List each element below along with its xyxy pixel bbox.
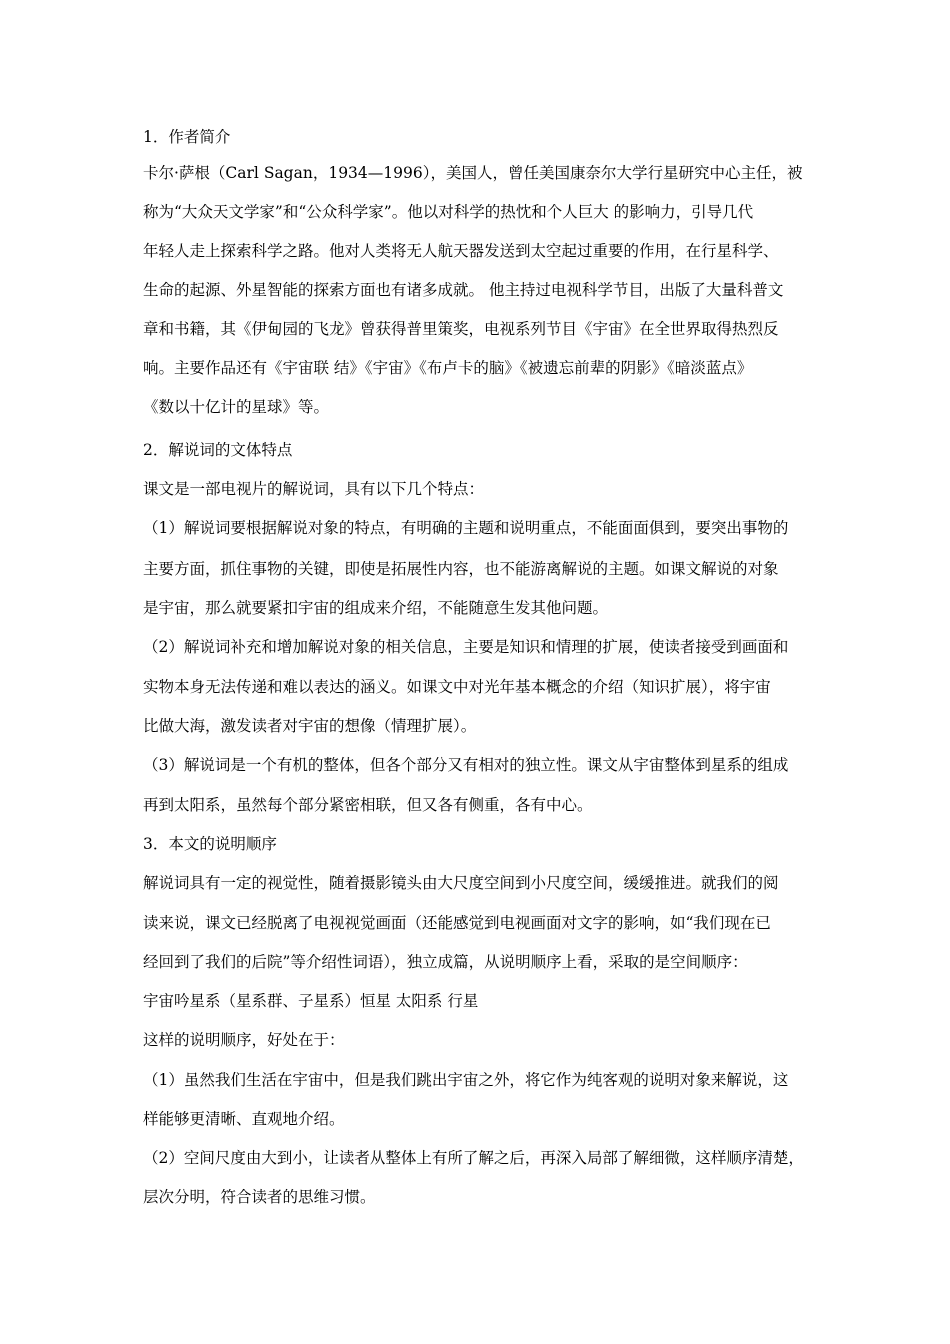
paragraph-line: 经回到了我们的后院”等介绍性词语），独立成篇，从说明顺序上看，采取的是空间顺序： [143, 953, 748, 971]
paragraph-line: 《数以十亿计的星球》等。 [143, 398, 330, 416]
paragraph-line: 解说词具有一定的视觉性，随着摄影镜头由大尺度空间到小尺度空间，缓缓推进。就我们的阅 [143, 874, 779, 892]
paragraph-line: （3）解说词是一个有机的整体，但各个部分又有相对的独立性。课文从宇宙整体到星系的组成 [143, 756, 789, 774]
paragraph-line: 这样的说明顺序，好处在于： [143, 1031, 345, 1049]
section-heading-order: 3．本文的说明顺序 [143, 835, 277, 853]
paragraph-line: 章和书籍，其《伊甸园的飞龙》曾获得普里策奖，电视系列节目《宇宙》在全世界取得热烈反 [143, 320, 779, 338]
paragraph-line: 样能够更清晰、直观地介绍。 [143, 1110, 345, 1128]
paragraph-line: 课文是一部电视片的解说词，具有以下几个特点： [143, 480, 485, 498]
paragraph-line: 年轻人走上探索科学之路。他对人类将无人航天器发送到太空起过重要的作用，在行星科学、 [143, 242, 779, 260]
paragraph-line: 生命的起源、外星智能的探索方面也有诸多成就。 他主持过电视科学节目，出版了大量科普文 [143, 281, 784, 299]
paragraph-line: 主要方面，抓住事物的关键，即使是拓展性内容，也不能游离解说的主题。如课文解说的对象 [143, 560, 779, 578]
section-heading-genre: 2．解说词的文体特点 [143, 441, 293, 459]
paragraph-line: 实物本身无法传递和难以表达的涵义。如课文中对光年基本概念的介绍（知识扩展），将宇宙 [143, 678, 771, 696]
paragraph-line: 响。主要作品还有《宇宙联 结》《宇宙》《布卢卡的脑》《被遗忘前辈的阴影》《暗淡蓝点》 [143, 359, 753, 377]
paragraph-line: 读来说，课文已经脱离了电视视觉画面（还能感觉到电视画面对文字的影响，如“我们现在已 [143, 914, 771, 932]
paragraph-line: （1）虽然我们生活在宇宙中，但是我们跳出宇宙之外，将它作为纯客观的说明对象来解说，这 [143, 1071, 789, 1089]
paragraph-line: （1）解说词要根据解说对象的特点，有明确的主题和说明重点，不能面面俱到，要突出事物的 [143, 519, 789, 537]
paragraph-line: （2）解说词补充和增加解说对象的相关信息，主要是知识和情理的扩展，使读者接受到画面和 [143, 638, 789, 656]
paragraph-line: 卡尔·萨根（Carl Sagan，1934—1996），美国人，曾任美国康奈尔大学行星研究中心主任，被 [143, 164, 803, 182]
paragraph-line: 宇宙吟星系（星系群、子星系）恒星 太阳系 行星 [143, 992, 479, 1010]
section-heading-author: 1．作者简介 [143, 128, 231, 146]
paragraph-line: 层次分明，符合读者的思维习惯。 [143, 1188, 376, 1206]
paragraph-line: 比做大海，激发读者对宇宙的想像（情理扩展）。 [143, 717, 477, 735]
paragraph-line: 再到太阳系，虽然每个部分紧密相联，但又各有侧重，各有中心。 [143, 796, 593, 814]
paragraph-line: （2）空间尺度由大到小，让读者从整体上有所了解之后，再深入局部了解细微，这样顺序清楚， [143, 1149, 804, 1167]
paragraph-line: 称为“大众天文学家”和“公众科学家”。他以对科学的热忱和个人巨大 的影响力，引导几代 [143, 203, 754, 221]
paragraph-line: 是宇宙，那么就要紧扣宇宙的组成来介绍，不能随意生发其他问题。 [143, 599, 609, 617]
